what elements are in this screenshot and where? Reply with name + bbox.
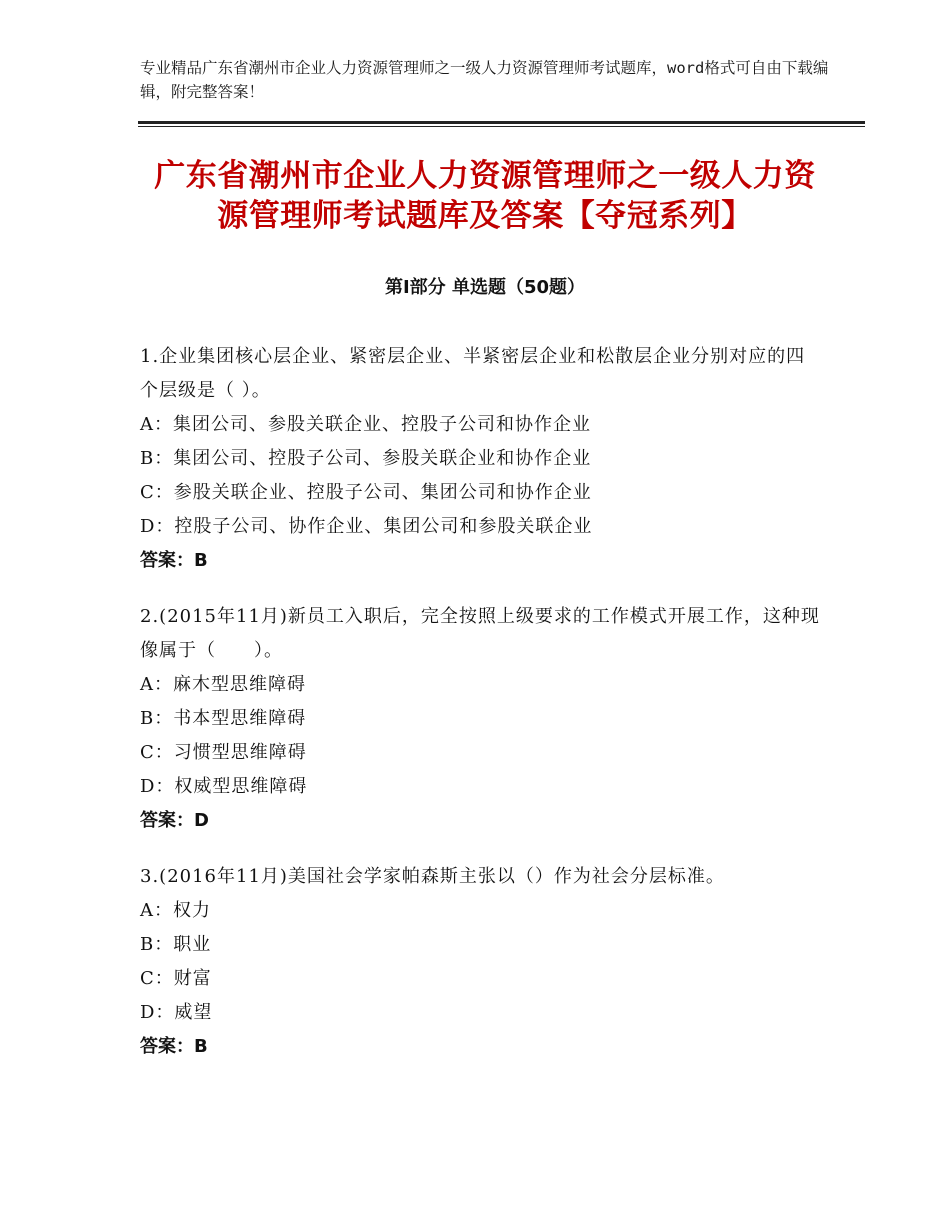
answer-label: 答案：B bbox=[140, 550, 208, 571]
option-b: B：职业 bbox=[140, 934, 212, 955]
option-c: C：财富 bbox=[140, 968, 212, 989]
option-d: D：权威型思维障碍 bbox=[140, 776, 308, 797]
answer-label: 答案：B bbox=[140, 1036, 208, 1057]
header-note: 专业精品广东省潮州市企业人力资源管理师之一级人力资源管理师考试题库，word格式可自由下载编辑，附完整答案！ bbox=[140, 59, 829, 101]
question-stem: 2.(2015年11月)新员工入职后，完全按照上级要求的工作模式开展工作，这种现像属于（ ）。 bbox=[140, 606, 820, 661]
option-d: D：威望 bbox=[140, 1002, 213, 1023]
question-stem: 3.(2016年11月)美国社会学家帕森斯主张以（）作为社会分层标准。 bbox=[140, 866, 725, 887]
document-title: 广东省潮州市企业人力资源管理师之一级人力资源管理师考试题库及答案【夺冠系列】 bbox=[154, 158, 816, 234]
option-a: A：权力 bbox=[140, 900, 211, 921]
option-b: B：集团公司、控股子公司、参股关联企业和协作企业 bbox=[140, 448, 592, 469]
header-divider-thin bbox=[138, 126, 865, 127]
option-c: C：参股关联企业、控股子公司、集团公司和协作企业 bbox=[140, 482, 592, 503]
option-c: C：习惯型思维障碍 bbox=[140, 742, 307, 763]
question-1 bbox=[140, 340, 820, 578]
section-title: 第Ⅰ部分 单选题（50题） bbox=[384, 277, 585, 298]
option-a: A：集团公司、参股关联企业、控股子公司和协作企业 bbox=[140, 414, 591, 435]
option-b: B：书本型思维障碍 bbox=[140, 708, 307, 729]
question-3 bbox=[140, 860, 820, 1064]
option-d: D：控股子公司、协作企业、集团公司和参股关联企业 bbox=[140, 516, 593, 537]
header-divider-thick bbox=[138, 121, 865, 124]
option-a: A：麻木型思维障碍 bbox=[140, 674, 306, 695]
answer-label: 答案：D bbox=[140, 810, 209, 831]
question-2 bbox=[140, 600, 820, 838]
question-list bbox=[140, 340, 820, 1086]
question-stem: 1.企业集团核心层企业、紧密层企业、半紧密层企业和松散层企业分别对应的四个层级是（ ）。 bbox=[140, 346, 806, 401]
